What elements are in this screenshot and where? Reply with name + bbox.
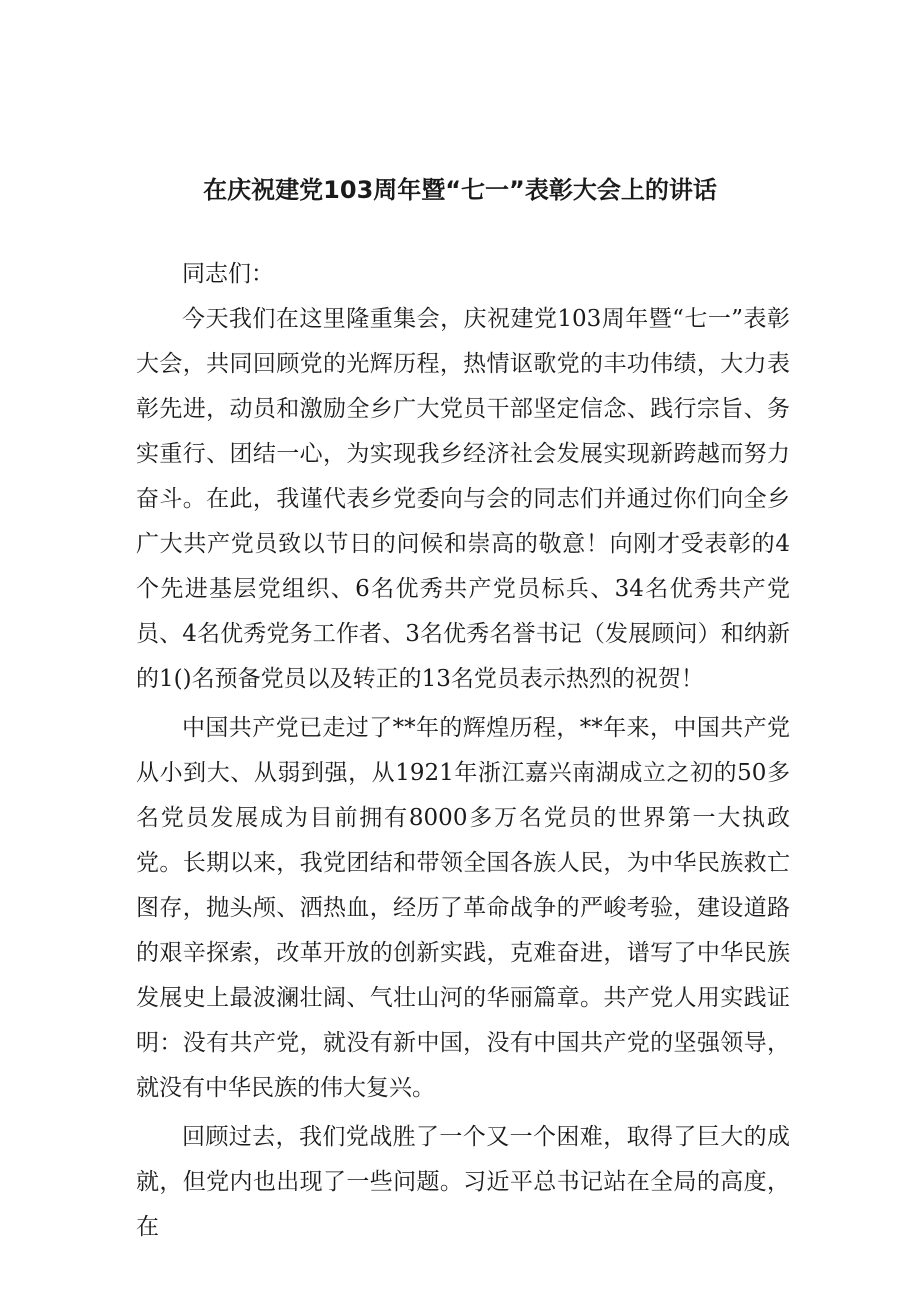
paragraph-opening: 今天我们在这里隆重集会，庆祝建党103周年暨“七一”表彰大会，共同回顾党的光辉历程，热情讴歌党的丰功伟绩，大力表彰先进，动员和激励全乡广大党员干部坚定信念、践行宗旨、务实重行、团结一心，为实现我乡经济社会发展实现新跨越而努力奋斗。在此，我谨代表乡党委向与会的同志们并通过你们向全乡广大共产党员致以节日的问候和崇高的敬意！向刚才受表彰的4个先进基层党组织、6名优秀共产党员标兵、34名优秀共产党员、4名优秀党务工作者、3名优秀名誉书记（发展顾问）和纳新的1()名预备党员以及转正的13名党员表示热烈的祝贺！	[136, 306, 790, 692]
document-title: 在庆祝建党103周年暨“七一”表彰大会上的讲话	[203, 176, 717, 204]
document-body	[136, 252, 790, 1250]
paragraph-party-history: 中国共产党已走过了**年的辉煌历程，**年来，中国共产党从小到大、从弱到强，从1921年浙江嘉兴南湖成立之初的50多名党员发展成为目前拥有8000多万名党员的世界第一大执政党。长期以来，我党团结和带领全国各族人民，为中华民族救亡图存，抛头颅、洒热血，经历了革命战争的严峻考验，建设道路的艰辛探索，改革开放的创新实践，克难奋进，谱写了中华民族发展史上最波澜壮阔、气壮山河的华丽篇章。共产党人用实践证明：没有共产党，就没有新中国，没有中国共产党的坚强领导，就没有中华民族的伟大复兴。	[136, 715, 790, 1101]
paragraph-review: 回顾过去，我们党战胜了一个又一个困难，取得了巨大的成就，但党内也出现了一些问题。习近平总书记站在全局的高度，在	[136, 1124, 790, 1240]
salutation: 同志们：	[182, 261, 274, 287]
